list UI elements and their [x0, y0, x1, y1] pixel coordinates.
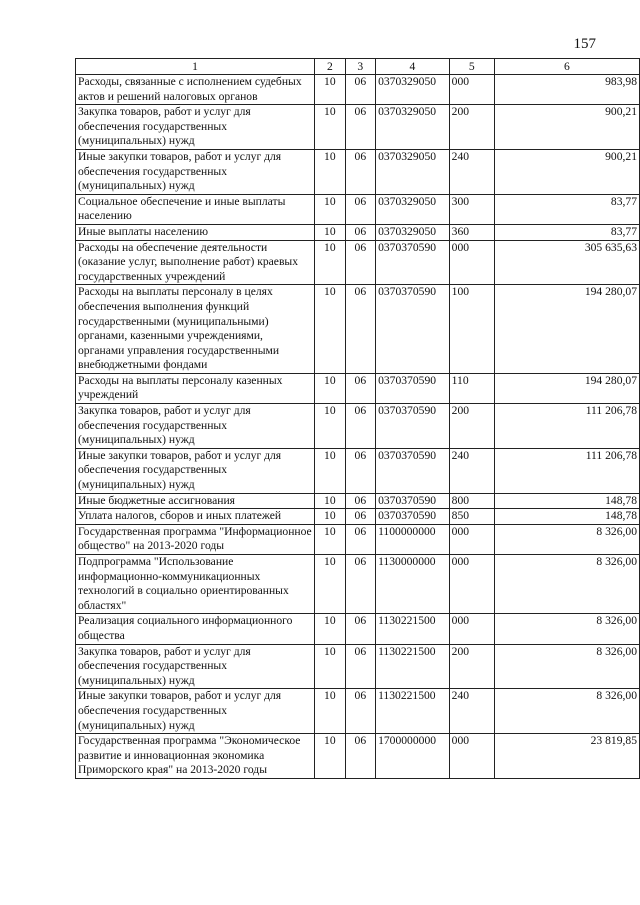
table-row — [76, 644, 640, 689]
expense-type-code-cell: 000 — [449, 614, 494, 644]
section-code-cell: 10 — [315, 105, 345, 150]
target-article-code-cell: 0370370590 — [376, 404, 450, 449]
table-row — [76, 285, 640, 374]
header-cell: 4 — [376, 59, 450, 75]
section-code-cell: 10 — [315, 493, 345, 509]
expense-type-code-cell: 240 — [449, 448, 494, 493]
target-article-code-cell: 0370370590 — [376, 448, 450, 493]
section-code-cell: 10 — [315, 614, 345, 644]
row-name-cell: Закупка товаров, работ и услуг для обеспечения государственных (муниципальных) нужд — [76, 105, 315, 150]
page-number: 157 — [573, 36, 596, 52]
target-article-code-cell: 0370370590 — [376, 240, 450, 285]
expense-type-code-cell: 200 — [449, 644, 494, 689]
section-code-cell: 10 — [315, 240, 345, 285]
target-article-code-cell: 1130221500 — [376, 614, 450, 644]
section-code-cell: 10 — [315, 194, 345, 224]
target-article-code-cell: 0370370590 — [376, 285, 450, 374]
expense-type-code-cell: 200 — [449, 105, 494, 150]
amount-cell: 148,78 — [494, 493, 639, 509]
header-cell: 5 — [449, 59, 494, 75]
subsection-code-cell: 06 — [345, 689, 375, 734]
section-code-cell: 10 — [315, 285, 345, 374]
row-name-cell: Иные закупки товаров, работ и услуг для обеспечения государственных (муниципальных) нужд — [76, 149, 315, 194]
expense-type-code-cell: 240 — [449, 149, 494, 194]
subsection-code-cell: 06 — [345, 404, 375, 449]
expense-type-code-cell: 000 — [449, 240, 494, 285]
table-row — [76, 149, 640, 194]
subsection-code-cell: 06 — [345, 734, 375, 779]
header-cell: 3 — [345, 59, 375, 75]
section-code-cell: 10 — [315, 448, 345, 493]
header-row — [76, 59, 640, 75]
section-code-cell: 10 — [315, 555, 345, 614]
amount-cell: 194 280,07 — [494, 285, 639, 374]
amount-cell: 983,98 — [494, 75, 639, 105]
subsection-code-cell: 06 — [345, 285, 375, 374]
target-article-code-cell: 0370370590 — [376, 493, 450, 509]
amount-cell: 111 206,78 — [494, 404, 639, 449]
subsection-code-cell: 06 — [345, 75, 375, 105]
subsection-code-cell: 06 — [345, 555, 375, 614]
row-name-cell: Иные выплаты населению — [76, 224, 315, 240]
row-name-cell: Социальное обеспечение и иные выплаты населению — [76, 194, 315, 224]
table-row — [76, 493, 640, 509]
row-name-cell: Государственная программа "Экономическое развитие и инновационная экономика Приморского края" на 2013-2020 годы — [76, 734, 315, 779]
table-row — [76, 404, 640, 449]
budget-table — [75, 58, 640, 779]
table-row — [76, 555, 640, 614]
amount-cell: 8 326,00 — [494, 614, 639, 644]
target-article-code-cell: 0370329050 — [376, 224, 450, 240]
section-code-cell: 10 — [315, 509, 345, 525]
table-row — [76, 614, 640, 644]
target-article-code-cell: 0370370590 — [376, 509, 450, 525]
table-row — [76, 734, 640, 779]
table-row — [76, 224, 640, 240]
row-name-cell: Расходы на выплаты персоналу в целях обеспечения выполнения функций государственными (муниципальными) органами, казенными учреждениями, органами управления государственными внебюджетными фондами — [76, 285, 315, 374]
row-name-cell: Подпрограмма "Использование информационно-коммуникационных технологий в социально ориентированных областях" — [76, 555, 315, 614]
table-row — [76, 448, 640, 493]
row-name-cell: Иные бюджетные ассигнования — [76, 493, 315, 509]
table-row — [76, 509, 640, 525]
expense-type-code-cell: 000 — [449, 524, 494, 554]
row-name-cell: Расходы, связанные с исполнением судебных актов и решений налоговых органов — [76, 75, 315, 105]
expense-type-code-cell: 100 — [449, 285, 494, 374]
target-article-code-cell: 0370329050 — [376, 75, 450, 105]
expense-type-code-cell: 000 — [449, 75, 494, 105]
table-row — [76, 105, 640, 150]
amount-cell: 900,21 — [494, 105, 639, 150]
subsection-code-cell: 06 — [345, 194, 375, 224]
row-name-cell: Иные закупки товаров, работ и услуг для обеспечения государственных (муниципальных) нужд — [76, 448, 315, 493]
section-code-cell: 10 — [315, 149, 345, 194]
amount-cell: 23 819,85 — [494, 734, 639, 779]
expense-type-code-cell: 800 — [449, 493, 494, 509]
target-article-code-cell: 1100000000 — [376, 524, 450, 554]
row-name-cell: Реализация социального информационного общества — [76, 614, 315, 644]
target-article-code-cell: 0370370590 — [376, 373, 450, 403]
target-article-code-cell: 1130221500 — [376, 689, 450, 734]
subsection-code-cell: 06 — [345, 373, 375, 403]
expense-type-code-cell: 000 — [449, 734, 494, 779]
section-code-cell: 10 — [315, 734, 345, 779]
subsection-code-cell: 06 — [345, 493, 375, 509]
header-cell: 2 — [315, 59, 345, 75]
target-article-code-cell: 0370329050 — [376, 194, 450, 224]
expense-type-code-cell: 240 — [449, 689, 494, 734]
amount-cell: 148,78 — [494, 509, 639, 525]
row-name-cell: Иные закупки товаров, работ и услуг для обеспечения государственных (муниципальных) нужд — [76, 689, 315, 734]
expense-type-code-cell: 850 — [449, 509, 494, 525]
expense-type-code-cell: 300 — [449, 194, 494, 224]
section-code-cell: 10 — [315, 689, 345, 734]
amount-cell: 8 326,00 — [494, 555, 639, 614]
subsection-code-cell: 06 — [345, 509, 375, 525]
row-name-cell: Расходы на выплаты персоналу казенных учреждений — [76, 373, 315, 403]
expense-type-code-cell: 000 — [449, 555, 494, 614]
row-name-cell: Закупка товаров, работ и услуг для обеспечения государственных (муниципальных) нужд — [76, 644, 315, 689]
section-code-cell: 10 — [315, 224, 345, 240]
expense-type-code-cell: 360 — [449, 224, 494, 240]
target-article-code-cell: 0370329050 — [376, 105, 450, 150]
amount-cell: 305 635,63 — [494, 240, 639, 285]
amount-cell: 8 326,00 — [494, 689, 639, 734]
amount-cell: 83,77 — [494, 224, 639, 240]
row-name-cell: Закупка товаров, работ и услуг для обеспечения государственных (муниципальных) нужд — [76, 404, 315, 449]
amount-cell: 8 326,00 — [494, 524, 639, 554]
amount-cell: 194 280,07 — [494, 373, 639, 403]
subsection-code-cell: 06 — [345, 614, 375, 644]
subsection-code-cell: 06 — [345, 149, 375, 194]
subsection-code-cell: 06 — [345, 105, 375, 150]
subsection-code-cell: 06 — [345, 448, 375, 493]
subsection-code-cell: 06 — [345, 644, 375, 689]
subsection-code-cell: 06 — [345, 240, 375, 285]
header-cell: 1 — [76, 59, 315, 75]
amount-cell: 111 206,78 — [494, 448, 639, 493]
table-row — [76, 689, 640, 734]
expense-type-code-cell: 110 — [449, 373, 494, 403]
amount-cell: 8 326,00 — [494, 644, 639, 689]
section-code-cell: 10 — [315, 373, 345, 403]
table-row — [76, 75, 640, 105]
row-name-cell: Уплата налогов, сборов и иных платежей — [76, 509, 315, 525]
section-code-cell: 10 — [315, 75, 345, 105]
table-row — [76, 524, 640, 554]
table-row — [76, 240, 640, 285]
target-article-code-cell: 0370329050 — [376, 149, 450, 194]
section-code-cell: 10 — [315, 524, 345, 554]
row-name-cell: Государственная программа "Информационное общество" на 2013-2020 годы — [76, 524, 315, 554]
section-code-cell: 10 — [315, 644, 345, 689]
row-name-cell: Расходы на обеспечение деятельности (оказание услуг, выполнение работ) краевых государственных учреждений — [76, 240, 315, 285]
subsection-code-cell: 06 — [345, 524, 375, 554]
subsection-code-cell: 06 — [345, 224, 375, 240]
target-article-code-cell: 1130221500 — [376, 644, 450, 689]
expense-type-code-cell: 200 — [449, 404, 494, 449]
target-article-code-cell: 1700000000 — [376, 734, 450, 779]
table-row — [76, 194, 640, 224]
target-article-code-cell: 1130000000 — [376, 555, 450, 614]
header-cell: 6 — [494, 59, 639, 75]
section-code-cell: 10 — [315, 404, 345, 449]
table-row — [76, 373, 640, 403]
amount-cell: 900,21 — [494, 149, 639, 194]
amount-cell: 83,77 — [494, 194, 639, 224]
